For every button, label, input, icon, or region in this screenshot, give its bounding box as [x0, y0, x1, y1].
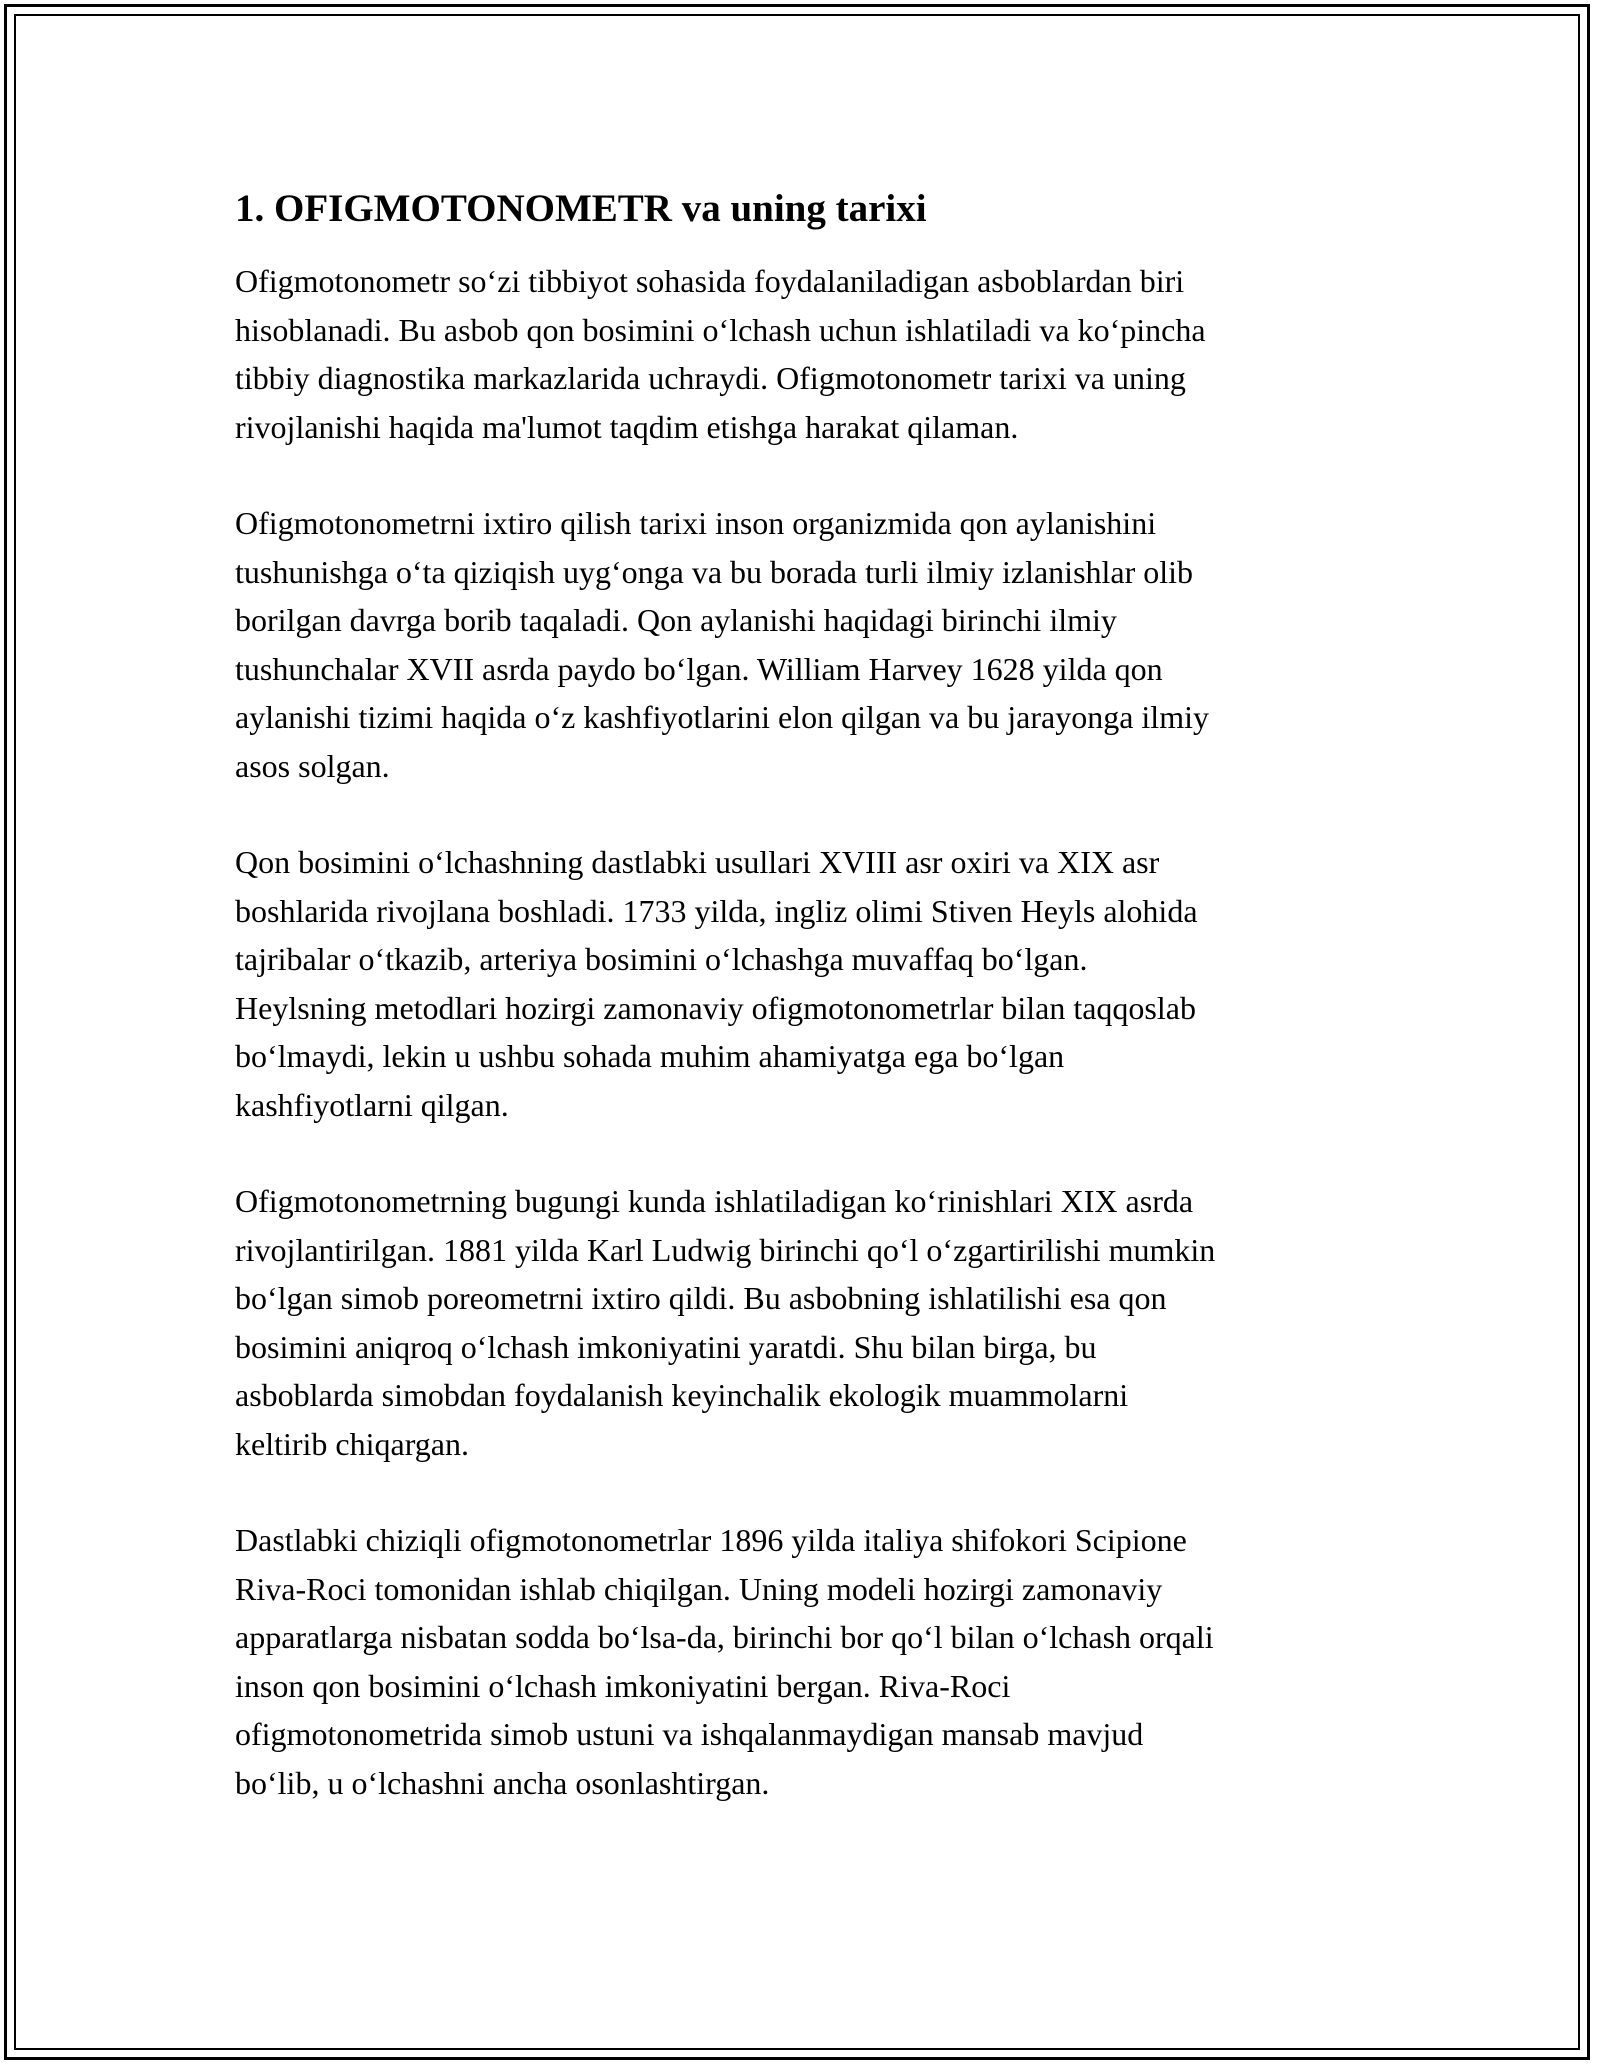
text-line: kashfiyotlarni qilgan.	[235, 1086, 509, 1123]
text-line: apparatlarga nisbatan sodda bo‘lsa-da, birinchi bor qo‘l bilan o‘lchash orqali	[235, 1619, 1214, 1655]
text-line: Ofigmotonometr so‘zi tibbiyot sohasida foydalaniladigan asboblardan biri	[235, 263, 1185, 299]
paragraph-1	[235, 257, 1370, 451]
paragraph-4	[235, 1177, 1370, 1468]
text-line: tibbiy diagnostika markazlarida uchraydi. Ofigmotonometr tarixi va uning	[235, 360, 1186, 396]
text-line: bosimini aniqroq o‘lchash imkoniyatini yaratdi. Shu bilan birga, bu	[235, 1328, 1097, 1365]
text-line: Ofigmotonometrning bugungi kunda ishlatiladigan ko‘rinishlari XIX asrda	[235, 1183, 1194, 1219]
text-line: ofigmotonometrida simob ustuni va ishqalanmaydigan mansab mavjud	[235, 1716, 1144, 1752]
document-body	[235, 185, 1370, 1855]
text-line: asos solgan.	[235, 747, 390, 784]
paragraph-5	[235, 1516, 1370, 1807]
text-line: rivojlantirilgan. 1881 yilda Karl Ludwig birinchi qo‘l o‘zgartirilishi mumkin	[235, 1231, 1216, 1268]
text-line: asboblarda simobdan foydalanish keyinchalik ekologik muammolarni	[235, 1377, 1129, 1413]
text-line: Ofigmotonometrni ixtiro qilish tarixi inson organizmida qon aylanishini	[235, 505, 1157, 541]
text-line: Qon bosimini o‘lchashning dastlabki usullari XVIII asr oxiri va XIX asr	[235, 844, 1160, 880]
text-line: Riva-Roci tomonidan ishlab chiqilgan. Uning modeli hozirgi zamonaviy	[235, 1570, 1163, 1607]
text-line: bo‘lgan simob poreometrni ixtiro qildi. Bu asbobning ishlatilishi esa qon	[235, 1280, 1167, 1316]
text-line: tushunishga o‘ta qiziqish uyg‘onga va bu borada turli ilmiy izlanishlar olib	[235, 553, 1194, 590]
text-line: tushunchalar XVII asrda paydo bo‘lgan. William Harvey 1628 yilda qon	[235, 650, 1163, 687]
text-line: Heylsning metodlari hozirgi zamonaviy ofigmotonometrlar bilan taqqoslab	[235, 989, 1196, 1026]
document-title: 1. OFIGMOTONOMETR va uning tarixi	[235, 187, 927, 230]
text-line: borilgan davrga borib taqaladi. Qon aylanishi haqidagi birinchi ilmiy	[235, 602, 1117, 638]
paragraph-2	[235, 499, 1370, 790]
text-line: aylanishi tizimi haqida o‘z kashfiyotlarini elon qilgan va bu jarayonga ilmiy	[235, 699, 1209, 735]
text-line: Dastlabki chiziqli ofigmotonometrlar 1896 yilda italiya shifokori Scipione	[235, 1522, 1187, 1558]
paragraph-3	[235, 838, 1370, 1129]
text-line: bo‘lib, u o‘lchashni ancha osonlashtirgan.	[235, 1764, 770, 1801]
text-line: rivojlanishi haqida ma'lumot taqdim etishga harakat qilaman.	[235, 408, 1019, 445]
text-line: hisoblanadi. Bu asbob qon bosimini o‘lchash uchun ishlatiladi va ko‘pincha	[235, 311, 1206, 348]
text-line: bo‘lmaydi, lekin u ushbu sohada muhim ahamiyatga ega bo‘lgan	[235, 1038, 1065, 1074]
text-line: boshlarida rivojlana boshladi. 1733 yilda, ingliz olimi Stiven Heyls alohida	[235, 892, 1198, 929]
text-line: tajribalar o‘tkazib, arteriya bosimini o‘lchashga muvaffaq bo‘lgan.	[235, 941, 1088, 977]
text-line: keltirib chiqargan.	[235, 1425, 469, 1462]
text-line: inson qon bosimini o‘lchash imkoniyatini bergan. Riva-Roci	[235, 1667, 1011, 1704]
